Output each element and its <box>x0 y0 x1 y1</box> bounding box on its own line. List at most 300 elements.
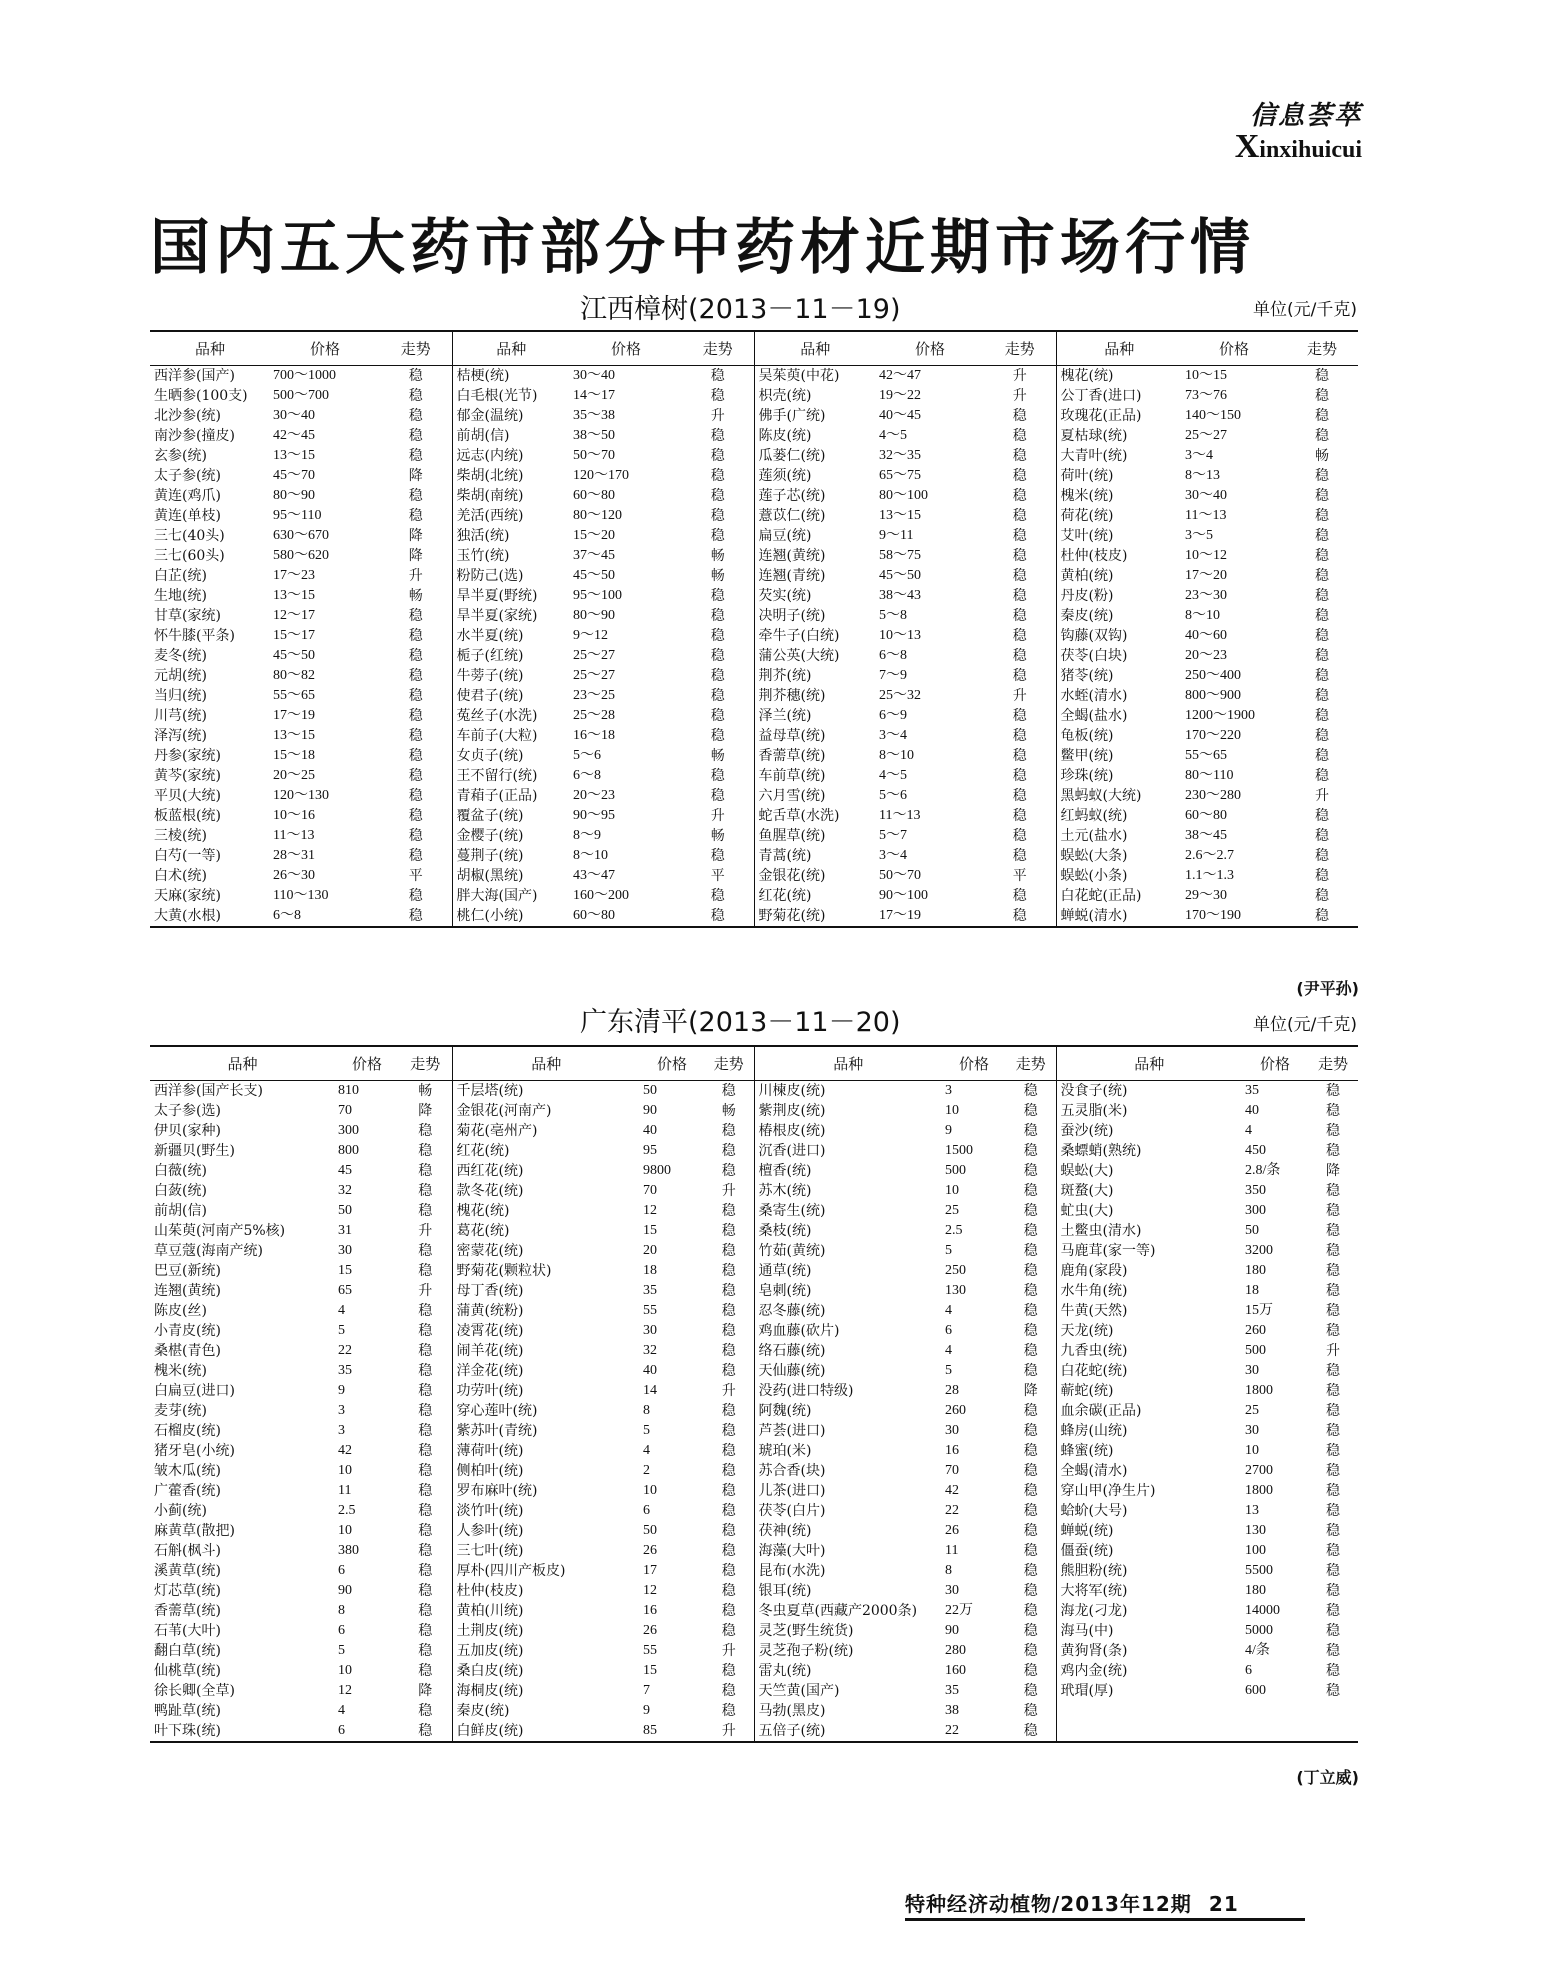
herb-name-cell: 五倍子(统) <box>758 1723 826 1739</box>
price-cell: 4 <box>945 1303 952 1318</box>
herb-name-cell: 荷花(统) <box>1060 508 1114 524</box>
herb-name-cell: 母丁香(统) <box>456 1283 524 1299</box>
price-cell: 38～43 <box>879 588 921 603</box>
herb-name-cell: 翻白草(统) <box>154 1643 221 1659</box>
trend-cell: 畅 <box>682 826 754 846</box>
price-cell: 40 <box>643 1363 657 1378</box>
price-cell: 4/条 <box>1245 1643 1270 1658</box>
column-label <box>1235 95 1362 166</box>
price-cell: 9 <box>945 1123 952 1138</box>
header-name: 品种 <box>452 1046 640 1081</box>
trend-cell: 稳 <box>984 606 1056 626</box>
trend-cell: 稳 <box>1006 1621 1056 1641</box>
trend-cell: 降 <box>399 1101 452 1121</box>
herb-name-cell: 白术(统) <box>154 868 207 884</box>
trend-cell: 稳 <box>399 1661 452 1681</box>
price-cell: 6 <box>338 1563 345 1578</box>
price-cell: 2.5 <box>338 1503 356 1518</box>
trend-cell: 稳 <box>1326 1463 1340 1479</box>
trend-cell: 平 <box>984 866 1056 886</box>
price-cell: 15 <box>643 1223 657 1238</box>
table-row <box>150 586 1358 606</box>
trend-cell: 稳 <box>704 1301 754 1321</box>
price-cell: 170～190 <box>1185 908 1241 923</box>
price-cell: 4 <box>338 1303 345 1318</box>
herb-name-cell: 玄参(统) <box>154 448 207 464</box>
trend-cell: 稳 <box>1006 1181 1056 1201</box>
price-cell: 160 <box>945 1663 966 1678</box>
herb-name-cell: 皂刺(统) <box>758 1283 812 1299</box>
price-cell: 6～8 <box>879 648 907 663</box>
price-cell: 6～8 <box>273 908 301 923</box>
price-cell: 6 <box>1245 1663 1252 1678</box>
trend-cell: 稳 <box>682 446 754 466</box>
herb-name-cell: 黄连(单枝) <box>154 508 221 524</box>
herb-name-cell: 鸭趾草(统) <box>154 1703 221 1719</box>
price-cell: 50 <box>643 1523 657 1538</box>
trend-cell: 稳 <box>1006 1261 1056 1281</box>
price-cell: 500～700 <box>273 388 329 403</box>
price-cell: 13～15 <box>273 728 315 743</box>
trend-cell: 稳 <box>1326 1183 1340 1199</box>
price-cell: 280 <box>945 1643 966 1658</box>
herb-name-cell: 白蔹(统) <box>154 1183 207 1199</box>
price-cell: 55 <box>643 1643 657 1658</box>
herb-name-cell: 九香虫(统) <box>1060 1343 1128 1359</box>
price-cell: 80～100 <box>879 488 928 503</box>
table-row <box>150 1361 1358 1381</box>
trend-cell: 稳 <box>704 1681 754 1701</box>
herb-name-cell: 紫荆皮(统) <box>758 1103 826 1119</box>
price-cell: 3～4 <box>879 728 907 743</box>
herb-name-cell: 白芍(一等) <box>154 848 221 864</box>
trend-cell: 稳 <box>399 1421 452 1441</box>
trend-cell: 升 <box>682 806 754 826</box>
trend-cell: 稳 <box>1326 1563 1340 1579</box>
price-cell: 32 <box>338 1183 352 1198</box>
trend-cell: 稳 <box>399 1181 452 1201</box>
price-cell: 80～90 <box>273 488 315 503</box>
price-cell: 65～75 <box>879 468 921 483</box>
price-cell: 17 <box>643 1563 657 1578</box>
herb-name-cell: 扁豆(统) <box>758 528 812 544</box>
trend-cell: 稳 <box>399 1201 452 1221</box>
trend-cell: 稳 <box>399 1341 452 1361</box>
table-row <box>150 1581 1358 1601</box>
price-cell: 8～10 <box>1185 608 1220 623</box>
herb-name-cell: 芦荟(进口) <box>758 1423 826 1439</box>
price-cell: 5～6 <box>573 748 601 763</box>
trend-cell: 稳 <box>1315 548 1329 564</box>
price-cell: 17～20 <box>1185 568 1227 583</box>
herb-name-cell: 胖大海(国产) <box>456 888 538 904</box>
herb-name-cell: 莲子芯(统) <box>758 488 826 504</box>
price-cell: 85 <box>643 1723 657 1738</box>
price-cell: 6 <box>338 1623 345 1638</box>
header-price: 价格 <box>640 1046 704 1081</box>
table-row <box>150 1321 1358 1341</box>
herb-name-cell: 天仙藤(统) <box>758 1363 826 1379</box>
herb-name-cell: 羌活(西统) <box>456 508 524 524</box>
price-cell: 160～200 <box>573 888 629 903</box>
herb-name-cell: 艾叶(统) <box>1060 528 1114 544</box>
header-price: 价格 <box>942 1046 1006 1081</box>
trend-cell: 稳 <box>682 726 754 746</box>
price-cell: 38～45 <box>1185 828 1227 843</box>
trend-cell: 稳 <box>1315 748 1329 764</box>
trend-cell <box>1308 1721 1358 1742</box>
trend-cell: 稳 <box>1006 1661 1056 1681</box>
trend-cell: 稳 <box>399 1301 452 1321</box>
herb-name-cell: 独活(统) <box>456 528 510 544</box>
herb-name-cell: 穿心莲叶(统) <box>456 1403 538 1419</box>
header-trend: 走势 <box>1006 1046 1056 1081</box>
price-cell: 70 <box>643 1183 657 1198</box>
price-cell: 35 <box>643 1283 657 1298</box>
trend-cell: 稳 <box>1326 1643 1340 1659</box>
trend-cell: 稳 <box>399 1401 452 1421</box>
trend-cell: 稳 <box>380 806 452 826</box>
trend-cell: 稳 <box>1315 628 1329 644</box>
herb-name-cell: 石榴皮(统) <box>154 1423 221 1439</box>
header-price: 价格 <box>570 331 682 366</box>
herb-name-cell: 熊胆粉(统) <box>1060 1563 1128 1579</box>
herb-name-cell: 生地(统) <box>154 588 207 604</box>
trend-cell: 稳 <box>1326 1103 1340 1119</box>
price-cell: 70 <box>338 1103 352 1118</box>
herb-name-cell: 红蚂蚁(统) <box>1060 808 1128 824</box>
herb-name-cell: 土元(盐水) <box>1060 828 1128 844</box>
trend-cell: 稳 <box>984 566 1056 586</box>
price-cell: 90～100 <box>879 888 928 903</box>
trend-cell: 稳 <box>1326 1203 1340 1219</box>
trend-cell: 稳 <box>704 1541 754 1561</box>
herb-name-cell: 麻黄草(散把) <box>154 1523 235 1539</box>
trend-cell: 稳 <box>704 1201 754 1221</box>
price-cell: 3 <box>338 1403 345 1418</box>
table-row <box>150 1221 1358 1241</box>
herb-name-cell: 粉防己(选) <box>456 568 524 584</box>
herb-name-cell: 海龙(刁龙) <box>1060 1603 1128 1619</box>
herb-name-cell: 马勃(黑皮) <box>758 1703 826 1719</box>
herb-name-cell: 胡椒(黑统) <box>456 868 524 884</box>
trend-cell: 稳 <box>1326 1523 1340 1539</box>
table-row <box>150 606 1358 626</box>
trend-cell: 升 <box>704 1381 754 1401</box>
trend-cell: 稳 <box>1006 1441 1056 1461</box>
header-trend: 走势 <box>704 1046 754 1081</box>
header-price: 价格 <box>270 331 380 366</box>
herb-name-cell: 巴豆(新统) <box>154 1263 221 1279</box>
herb-name-cell: 玫瑰花(正品) <box>1060 408 1142 424</box>
trend-cell: 稳 <box>1326 1303 1340 1319</box>
trend-cell: 稳 <box>1315 908 1329 924</box>
herb-name-cell: 柴胡(北统) <box>456 468 524 484</box>
herb-name-cell: 山茱萸(河南产5%核) <box>154 1223 286 1239</box>
herb-name-cell: 野菊花(颗粒状) <box>456 1263 552 1279</box>
herb-name-cell: 沉香(进口) <box>758 1143 826 1159</box>
trend-cell: 稳 <box>1326 1243 1340 1259</box>
trend-cell: 稳 <box>399 1621 452 1641</box>
trend-cell: 升 <box>399 1221 452 1241</box>
trend-cell: 稳 <box>399 1141 452 1161</box>
price-cell: 80～82 <box>273 668 315 683</box>
herb-name-cell: 益母草(统) <box>758 728 826 744</box>
herb-name-cell: 蜂房(山统) <box>1060 1423 1128 1439</box>
price-cell: 35 <box>945 1683 959 1698</box>
herb-name-cell: 斑蝥(大) <box>1060 1183 1114 1199</box>
herb-name-cell: 黄芩(家统) <box>154 768 221 784</box>
table-row <box>150 1261 1358 1281</box>
herb-name-cell: 金银花(河南产) <box>456 1103 552 1119</box>
herb-name-cell: 陈皮(统) <box>758 428 812 444</box>
herb-name-cell: 荆芥(统) <box>758 668 812 684</box>
price-cell: 2.5 <box>945 1223 963 1238</box>
herb-name-cell: 全蝎(清水) <box>1060 1463 1128 1479</box>
herb-name-cell: 麦芽(统) <box>154 1403 207 1419</box>
herb-name-cell: 车前子(大粒) <box>456 728 538 744</box>
header-price: 价格 <box>335 1046 399 1081</box>
trend-cell: 稳 <box>1006 1321 1056 1341</box>
price-cell: 13～15 <box>273 588 315 603</box>
herb-name-cell: 玳瑁(厚) <box>1060 1683 1114 1699</box>
price-cell: 18 <box>643 1263 657 1278</box>
herb-name-cell: 公丁香(进口) <box>1060 388 1142 404</box>
herb-name-cell: 冬虫夏草(西藏产2000条) <box>758 1603 918 1619</box>
trend-cell: 稳 <box>1006 1201 1056 1221</box>
table-row <box>150 1081 1358 1102</box>
price-cell: 10 <box>338 1463 352 1478</box>
herb-name-cell: 草豆蔻(海南产统) <box>154 1243 263 1259</box>
price-cell: 500 <box>945 1163 966 1178</box>
price-cell: 140～150 <box>1185 408 1241 423</box>
table-row <box>150 626 1358 646</box>
herb-name-cell: 蛤蚧(大号) <box>1060 1503 1128 1519</box>
table-row <box>150 1481 1358 1501</box>
herb-name-cell: 银耳(统) <box>758 1583 812 1599</box>
herb-name-cell: 西洋参(国产) <box>154 368 235 384</box>
trend-cell: 稳 <box>682 466 754 486</box>
trend-cell: 稳 <box>380 386 452 406</box>
price-cell: 110～130 <box>273 888 329 903</box>
price-cell: 4～5 <box>879 768 907 783</box>
herb-name-cell: 白花蛇(统) <box>1060 1363 1128 1379</box>
trend-cell: 稳 <box>1006 1341 1056 1361</box>
price-cell: 120～130 <box>273 788 329 803</box>
herb-name-cell: 罗布麻叶(统) <box>456 1483 538 1499</box>
price-cell: 6～8 <box>573 768 601 783</box>
herb-name-cell: 大黄(水根) <box>154 908 221 924</box>
price-cell: 15万 <box>1245 1303 1273 1318</box>
table-row <box>150 1101 1358 1121</box>
trend-cell: 畅 <box>682 746 754 766</box>
herb-name-cell: 灵芝孢子粉(统) <box>758 1643 854 1659</box>
herb-name-cell: 平贝(大统) <box>154 788 221 804</box>
trend-cell: 稳 <box>1006 1361 1056 1381</box>
herb-name-cell: 虻虫(大) <box>1060 1203 1114 1219</box>
trend-cell: 稳 <box>704 1521 754 1541</box>
herb-name-cell: 侧柏叶(统) <box>456 1463 524 1479</box>
herb-name-cell: 白毛根(光节) <box>456 388 538 404</box>
header-trend: 走势 <box>1286 331 1358 366</box>
price-cell: 30 <box>338 1243 352 1258</box>
price-cell: 60～80 <box>573 908 615 923</box>
price-cell: 2 <box>643 1463 650 1478</box>
herb-name-cell: 生晒参(100支) <box>154 388 248 404</box>
price-cell: 700～1000 <box>273 368 336 383</box>
trend-cell: 稳 <box>399 1581 452 1601</box>
price-cell: 65 <box>338 1283 352 1298</box>
price-cell: 19～22 <box>879 388 921 403</box>
price-cell: 3 <box>945 1083 952 1098</box>
header-name: 品种 <box>754 331 876 366</box>
herb-name-cell: 小青皮(统) <box>154 1323 221 1339</box>
herb-name-cell: 珍珠(统) <box>1060 768 1114 784</box>
trend-cell: 稳 <box>1326 1543 1340 1559</box>
price-cell: 95～100 <box>573 588 622 603</box>
herb-name-cell: 黄狗肾(条) <box>1060 1643 1128 1659</box>
trend-cell: 升 <box>1326 1343 1340 1359</box>
herb-name-cell: 前胡(信) <box>456 428 510 444</box>
price-cell <box>1242 1721 1308 1742</box>
trend-cell: 稳 <box>1326 1423 1340 1439</box>
trend-cell: 稳 <box>984 886 1056 906</box>
price-cell: 500 <box>1245 1343 1266 1358</box>
trend-cell: 稳 <box>1315 808 1329 824</box>
herb-name-cell: 蜈蚣(大) <box>1060 1163 1114 1179</box>
herb-name-cell: 僵蚕(统) <box>1060 1543 1114 1559</box>
herb-name-cell: 荷叶(统) <box>1060 468 1114 484</box>
herb-name-cell: 闹羊花(统) <box>456 1343 524 1359</box>
trend-cell: 稳 <box>704 1161 754 1181</box>
herb-name-cell: 连翘(黄统) <box>154 1283 221 1299</box>
trend-cell: 稳 <box>380 906 452 927</box>
price-cell: 14 <box>643 1383 657 1398</box>
herb-name-cell: 川芎(统) <box>154 708 207 724</box>
herb-name-cell: 桑枝(统) <box>758 1223 812 1239</box>
price-cell: 7 <box>643 1683 650 1698</box>
price-cell: 6～9 <box>879 708 907 723</box>
table-row <box>150 486 1358 506</box>
herb-name-cell: 远志(内统) <box>456 448 524 464</box>
price-cell: 32～35 <box>879 448 921 463</box>
trend-cell: 稳 <box>682 886 754 906</box>
price-cell: 4～5 <box>879 428 907 443</box>
trend-cell: 稳 <box>682 706 754 726</box>
herb-name-cell: 覆盆子(统) <box>456 808 524 824</box>
trend-cell: 稳 <box>704 1601 754 1621</box>
trend-cell: 稳 <box>1326 1283 1340 1299</box>
herb-name-cell: 海桐皮(统) <box>456 1683 524 1699</box>
trend-cell: 稳 <box>1006 1681 1056 1701</box>
trend-cell: 稳 <box>380 486 452 506</box>
trend-cell: 稳 <box>1315 468 1329 484</box>
table-row <box>150 1381 1358 1401</box>
trend-cell: 畅 <box>682 566 754 586</box>
trend-cell: 稳 <box>1326 1263 1340 1279</box>
price-cell: 10～15 <box>1185 368 1227 383</box>
price-cell: 35～38 <box>573 408 615 423</box>
herb-name-cell: 怀牛膝(平条) <box>154 628 235 644</box>
price-cell: 95～110 <box>273 508 322 523</box>
trend-cell: 稳 <box>1326 1623 1340 1639</box>
herb-name-cell: 杜仲(枝皮) <box>456 1583 524 1599</box>
table-row <box>150 1721 1358 1742</box>
herb-name-cell: 水半夏(统) <box>456 628 524 644</box>
price-cell: 260 <box>945 1403 966 1418</box>
herb-name-cell: 没食子(统) <box>1060 1083 1128 1099</box>
trend-cell: 稳 <box>682 766 754 786</box>
trend-cell: 稳 <box>704 1701 754 1721</box>
price-cell: 230～280 <box>1185 788 1241 803</box>
trend-cell: 稳 <box>399 1261 452 1281</box>
price-cell: 2.6～2.7 <box>1185 848 1234 863</box>
trend-cell: 稳 <box>682 586 754 606</box>
herb-name-cell: 秦皮(统) <box>1060 608 1114 624</box>
herb-name-cell: 红花(统) <box>456 1143 510 1159</box>
herb-name-cell: 伊贝(家种) <box>154 1123 221 1139</box>
trend-cell: 稳 <box>399 1461 452 1481</box>
trend-cell: 稳 <box>1315 708 1329 724</box>
herb-name-cell: 西洋参(国产长支) <box>154 1083 263 1099</box>
herb-name-cell: 秦皮(统) <box>456 1703 510 1719</box>
herb-name-cell: 西红花(统) <box>456 1163 524 1179</box>
page-title: 国内五大药市部分中药材近期市场行情 <box>150 213 1255 283</box>
price-cell: 35 <box>1245 1083 1259 1098</box>
herb-name-cell: 黄柏(统) <box>1060 568 1114 584</box>
herb-name-cell: 五灵脂(米) <box>1060 1103 1128 1119</box>
price-cell: 170～220 <box>1185 728 1241 743</box>
price-cell: 30～40 <box>1185 488 1227 503</box>
trend-cell: 稳 <box>1006 1101 1056 1121</box>
herb-name-cell: 白芷(统) <box>154 568 207 584</box>
trend-cell: 稳 <box>1006 1121 1056 1141</box>
price-cell: 45～50 <box>879 568 921 583</box>
trend-cell: 稳 <box>984 846 1056 866</box>
table-row <box>150 1701 1358 1721</box>
trend-cell: 稳 <box>1326 1403 1340 1419</box>
herb-name-cell: 板蓝根(统) <box>154 808 221 824</box>
trend-cell: 稳 <box>1315 648 1329 664</box>
price-cell: 17～23 <box>273 568 315 583</box>
trend-cell: 稳 <box>1326 1323 1340 1339</box>
trend-cell: 稳 <box>682 666 754 686</box>
herb-name-cell: 新疆贝(野生) <box>154 1143 235 1159</box>
trend-cell: 稳 <box>1006 1221 1056 1241</box>
table-row <box>150 1441 1358 1461</box>
herb-name-cell: 竹茹(黄统) <box>758 1243 826 1259</box>
trend-cell: 稳 <box>380 706 452 726</box>
herb-name-cell: 皱木瓜(统) <box>154 1463 221 1479</box>
price-cell: 42～47 <box>879 368 921 383</box>
price-cell: 40～60 <box>1185 628 1227 643</box>
trend-cell: 稳 <box>380 406 452 426</box>
trend-cell: 平 <box>380 866 452 886</box>
trend-cell: 稳 <box>704 1281 754 1301</box>
price-cell: 600 <box>1245 1683 1266 1698</box>
price-cell: 11 <box>338 1483 352 1498</box>
herb-name-cell: 龟板(统) <box>1060 728 1114 744</box>
herb-name-cell: 瓜蒌仁(统) <box>758 448 826 464</box>
herb-name-cell: 款冬花(统) <box>456 1183 524 1199</box>
price-cell: 15～18 <box>273 748 315 763</box>
table-row <box>150 646 1358 666</box>
trend-cell: 稳 <box>1315 428 1329 444</box>
table-row <box>150 1601 1358 1621</box>
herb-name-cell: 广藿香(统) <box>154 1483 221 1499</box>
header-name: 品种 <box>1056 1046 1242 1081</box>
price-cell: 300 <box>1245 1203 1266 1218</box>
